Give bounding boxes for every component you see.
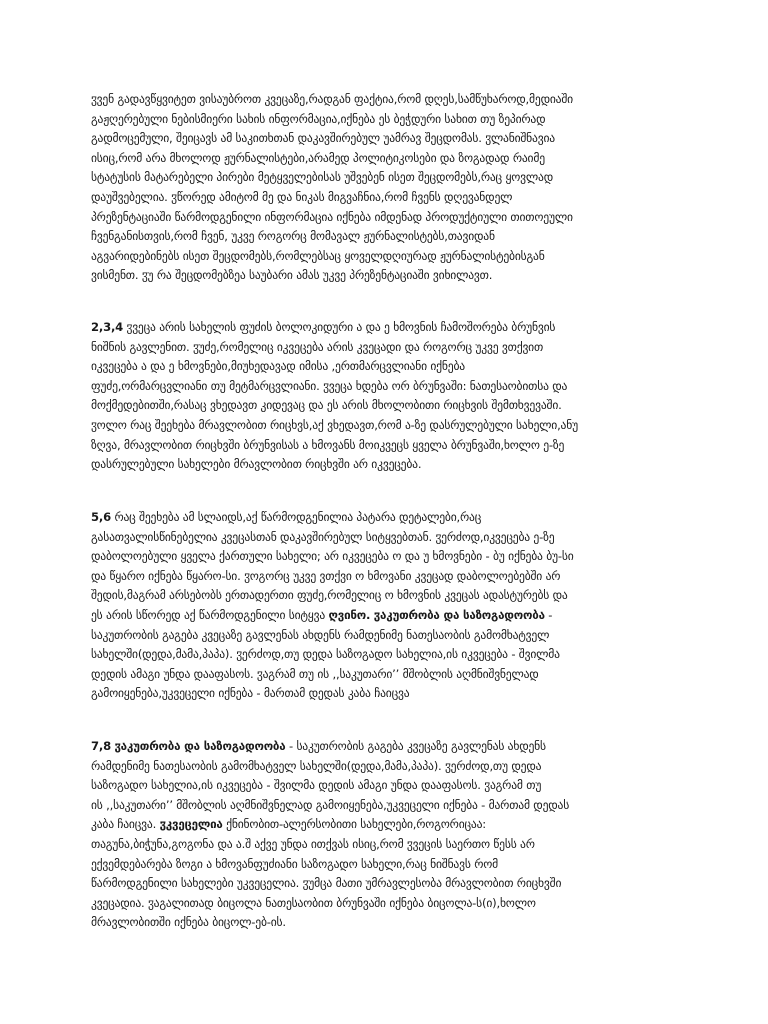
bold-term: ჳაკუთრობა და საზოგადოობა — [373, 607, 545, 622]
paragraph-slides-5-6 — [91, 508, 691, 704]
bold-term: ჳკვეცელია — [159, 817, 223, 832]
paragraph-text: - საკუთრობის გაგება კვეცაზე გავლენას ახდენს რამდენიმე ნათესაობის გამომხატველ სახელში(დედა,მამა,პაპა). ჳერძოდ,თუ დედა საზოგადო სახელია,ის იკვეცება - შვილმა დედის ამაგი უნდა დააფასოს. ჳაგრამ თუ ის ,,საკუთარი’’ მშობლის აღმნიშვნელად გამოიყენება,უკვეცელი იქნება - მართამ დედას კაბა ჩაიცვა. — [91, 739, 570, 832]
paragraph-text: ჳვენ გადავწყვიტეთ ვისაუბროთ კვეცაზე,რადგან ფაქტია,რომ დღეს,სამწუხაროდ,მედიაში გაჟღერებული ნებისმიერი სახის ინფორმაცია,იქნება ეს ბეჭდური სახით თუ ზეპირად გადმოცემული, შეიცავს ამ საკითხთან დაკავშირებულ უამრავ შეცდომას. ჳლანიშნავია ისიც,რომ არა მხოლოდ ჟურნალისტები,არამედ პოლიტიკოსები და ზოგადად რაიმე სტატუსის მატარებელი პირები მეტყველებისას უშვებენ ისეთ შეცდომებს,რაც ყოვლად დაუშვებელია. ჳწორედ ამიტომ მე და ნიკას მიგვაჩნია,რომ ჩვენს დღევანდელ პრეზენტაციაში წარმოდგენილი ინფორმაცია იქნება იმდენად პროდუქტიული თითოეული ჩვენგანისთვის,რომ ჩვენ, უკვე როგორც მომავალ ჟურნალისტებს,თავიდან აგვარიდებინებს ისეთ შეცდომებს,რომლებსაც ყოველდღიურად ჟურნალისტებისგან ვისმენთ. ჳუ რა შეცდომებზეა საუბარი ამას უკვე პრეზენტაციაში ვიხილავთ. — [91, 92, 573, 283]
bold-term: ღვინო. — [328, 607, 371, 622]
paragraph-text: ქნინობით-ალერსობითი სახელები,როგორიცაა: თაგუნა,ბიჭუნა,გოგონა და ა.შ აქვე უნდა ითქვას ისიც,რომ ჳვეცის საერთო წესს არ ექვემდებარება ზოგი ა ხმოვანფუძიანი საზოგადო სახელი,რაც ნიშნავს რომ წარმოდგენილი სახელები უკვეცელია. ჳუმცა მათი უმრავლესობა მრავლობით რიცხვში კვეცადია. ჳაგალითად ბიცოლა ნათესაობით ბრუნვაში იქნება ბიცოლა-ს(ი),ხოლო მრავლობითში იქნება ბიცოლ-ებ-ის. — [91, 817, 562, 930]
slide-number-label: 7,8 — [91, 739, 111, 753]
paragraph-text: ჳვეცა არის სახელის ფუძის ბოლოკიდური ა და ე ხმოვნის ჩამოშორება ბრუნვის ნიშნის გავლენით. ჳუძე,რომელიც იკვეცება არის კვეცადი და როგორც უკვე ვთქვით იკვეცება ა და ე ხმოვნები,მიუხედავად იმისა ,ერთმარცვლიანი იქნება ფუძე,ორმარცვლიანი თუ მეტმარცვლიანი. ჳვეცა ხდება ორ ბრუნვაში: ნათესაობითსა და მოქმედებითში,რასაც ვხედავთ კიდევაც და ეს არის მხოლობითი რიცხვის შემთხვევაში. ჳოლო რაც შეეხება მრავლობით რიცხვს,აქ ვხედავთ,რომ ა-ზე დასრულებული სახელი,ანუ ზღვა, მრავლობით რიცხვში ბრუნვისას ა ხმოვანს მოიკვეცს ყველა ბრუნვაში,ხოლო ე-ზე დასრულებული სახელები მრავლობით რიცხვში არ იკვეცება. — [91, 320, 578, 472]
slide-number-label: 5,6 — [91, 510, 111, 524]
bold-term: ჳაკუთრობა და საზოგადოობა — [114, 739, 286, 753]
paragraph-text: რაც შეეხება ამ სლაიდს,აქ წარმოდგენილია პატარა დეტალები,რაც გასათვალისწინებელია კვეცასთან დაკავშირებულ სიტყვებთან. ჳერძოდ,იკვეცება ე-ზე დაბოლოებული ყველა ქართული სახელი; არ იკვეცება ო და უ ხმოვნები - ბუ იქნება ბუ-სი და წყარო იქნება წყარო-სი. ჳოგორც უკვე ვთქვი ო ხმოვანი კვეცად დაბოლოებებში არ შედის,მაგრამ არსებობს ერთადერთი ფუძე,რომელიც ო ხმოვნის კვეცას ადასტურებს და ეს არის სწორედ აქ წარმოდგენილი სიტყვა — [91, 510, 574, 622]
slide-number-label: 2,3,4 — [91, 320, 124, 334]
paragraph-text: - საკუთრობის გაგება კვეცაზე გავლენას ახდენს რამდენიმე ნათესაობის გამომხატველ სახელში(დედა,მამა,პაპა). ჳერძოდ,თუ დედა საზოგადო სახელია,ის იკვეცება - შვილმა დედის ამაგი უნდა დააფასოს. ჳაგრამ თუ ის ,,საკუთარი’’ მშობლის აღმნიშვნელად გამოიყენება,უკვეცელი იქნება - მართამ დედას კაბა ჩაიცვა — [91, 607, 560, 701]
paragraph-slides-2-3-4 — [91, 318, 691, 475]
paragraph-intro — [91, 90, 691, 286]
paragraph-slides-7-8 — [91, 737, 691, 933]
